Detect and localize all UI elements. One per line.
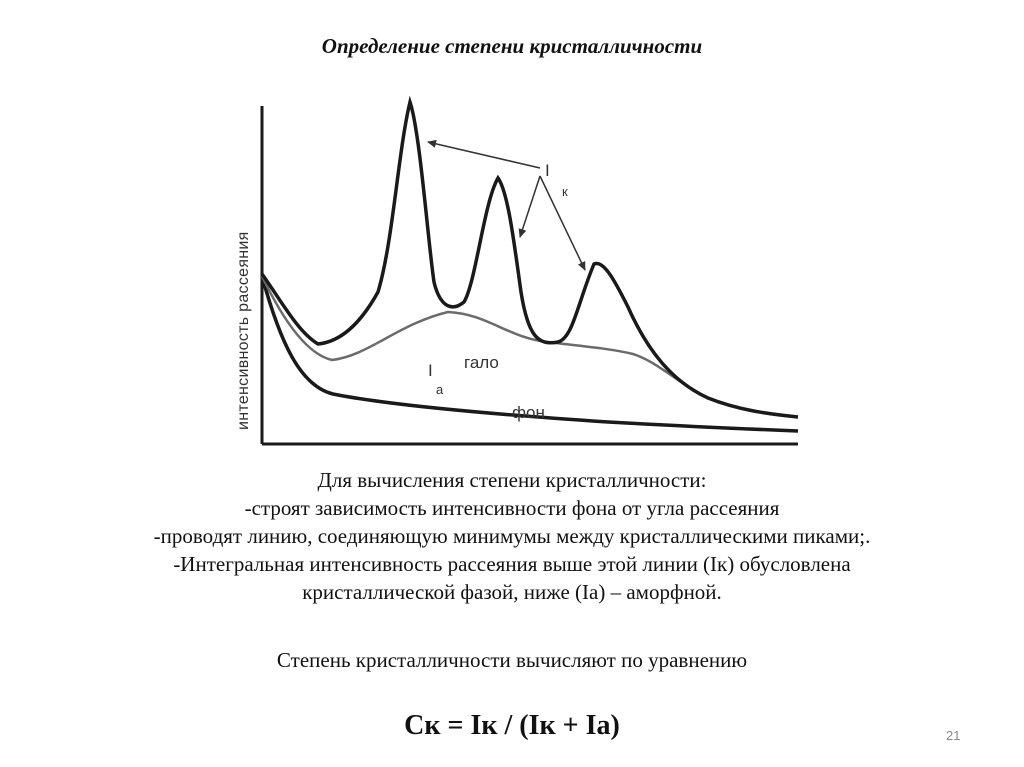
crystalline-curve xyxy=(262,102,798,417)
ik-label: I xyxy=(545,161,550,180)
description-line: -Интегральная интенсивность рассеяния выше этой линии (Iк) обусловлена xyxy=(173,552,851,576)
ik-arrow-peak-1 xyxy=(428,142,540,168)
ik-arrow-peak-2 xyxy=(520,176,540,237)
ik-label-sub: к xyxy=(562,184,568,199)
description-text xyxy=(70,466,954,606)
halo-label: гало xyxy=(464,353,499,372)
page-number: 21 xyxy=(946,728,961,743)
scattering-diagram xyxy=(228,92,800,448)
background-label: фон xyxy=(512,403,545,422)
y-axis-label: интенсивность рассеяния xyxy=(235,231,252,430)
ia-label-sub: а xyxy=(436,382,444,397)
description-line: кристаллической фазой, ниже (Iа) – аморфной. xyxy=(302,580,722,604)
description-line: Для вычисления степени кристалличности: xyxy=(317,468,707,492)
description-line: -строят зависимость интенсивности фона от угла рассеяния xyxy=(244,496,780,520)
crystallinity-formula: Ск = Iк / (Iк + Iа) xyxy=(404,710,620,741)
formula-intro: Степень кристалличности вычисляют по уравнению xyxy=(276,648,748,672)
ia-label: I xyxy=(428,361,433,380)
description-line: -проводят линию, соединяющую минимумы между кристаллическими пиками;. xyxy=(153,524,871,548)
slide-title: Определение степени кристалличности xyxy=(321,34,703,58)
